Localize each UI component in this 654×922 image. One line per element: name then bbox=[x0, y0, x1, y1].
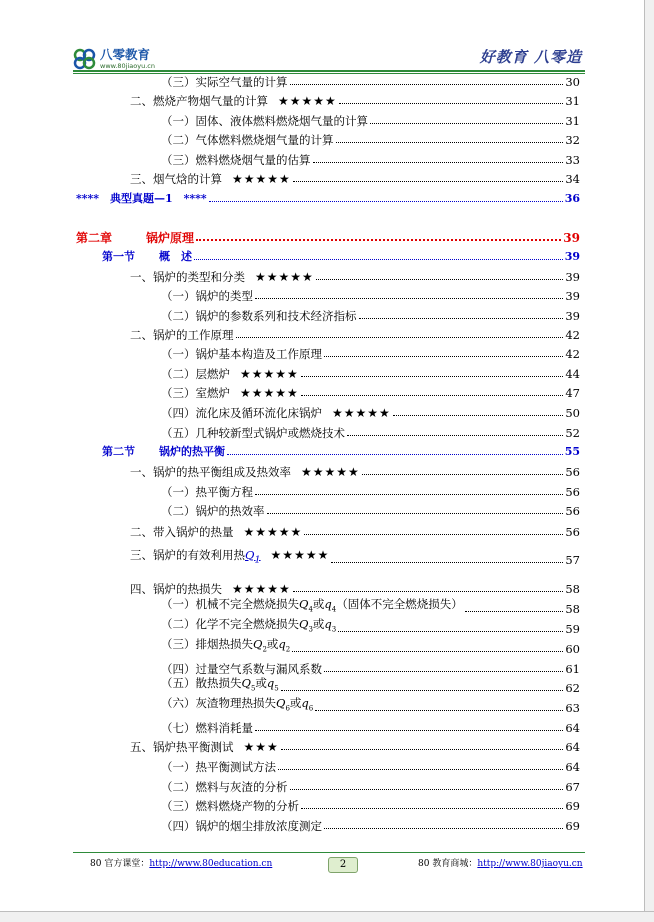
toc-leader bbox=[465, 611, 564, 612]
toc-page-number: 52 bbox=[565, 426, 580, 440]
toc-entry-text: （三）室燃炉 bbox=[161, 386, 230, 400]
footer-rule bbox=[73, 852, 585, 853]
rating-stars-icon: ★★★★★ bbox=[278, 94, 337, 108]
toc-page-number: 56 bbox=[565, 525, 580, 539]
toc-entry-text: （六）灰渣物理热损失 bbox=[161, 695, 276, 710]
page-edge-bottom bbox=[0, 911, 654, 922]
toc-entry-title bbox=[161, 819, 322, 833]
toc-leader bbox=[209, 201, 563, 202]
toc-entry[interactable] bbox=[102, 443, 580, 459]
toc-leader bbox=[315, 710, 563, 711]
toc-leader bbox=[338, 631, 563, 632]
toc-entry-title bbox=[130, 172, 291, 186]
toc-leader bbox=[255, 494, 563, 495]
toc-page-number: 69 bbox=[565, 799, 580, 813]
toc-leader bbox=[301, 395, 564, 396]
footer-right-link[interactable]: http://www.80jiaoyu.cn bbox=[477, 859, 583, 869]
toc-entry[interactable] bbox=[130, 326, 580, 342]
toc-leader bbox=[301, 376, 564, 377]
toc-entry-text: 四、锅炉的热损失 bbox=[130, 582, 222, 596]
toc-leader bbox=[331, 562, 563, 563]
toc-leader bbox=[313, 162, 564, 163]
toc-page-number: 44 bbox=[565, 367, 580, 381]
toc-entry[interactable] bbox=[161, 502, 580, 518]
rating-stars-icon: ★★★★★ bbox=[301, 465, 360, 479]
toc-page-number: 61 bbox=[565, 662, 580, 676]
toc-page-number: 64 bbox=[565, 721, 580, 735]
toc-entry[interactable] bbox=[161, 719, 580, 735]
toc-entry-title bbox=[161, 597, 463, 616]
rating-stars-icon: ★★★★★ bbox=[243, 525, 303, 539]
toc-entry[interactable] bbox=[161, 73, 580, 89]
toc-entry-text: （四）流化床及循环流化床锅炉 bbox=[161, 406, 322, 420]
toc-entry[interactable] bbox=[161, 424, 580, 440]
page-edge-right bbox=[644, 0, 654, 921]
toc-leader bbox=[227, 454, 563, 455]
toc-page-number: 67 bbox=[565, 780, 580, 794]
toc-entry-label: 第一节 bbox=[102, 250, 135, 263]
toc-entry-label: 第二章 bbox=[76, 231, 113, 245]
toc-entry-title bbox=[130, 582, 291, 596]
toc-entry-title bbox=[161, 617, 336, 636]
toc-leader bbox=[324, 828, 563, 829]
toc-entry-title bbox=[130, 740, 279, 754]
toc-entry-title bbox=[102, 445, 225, 459]
toc-entry-symbols: $Q_5$或$q_5$ bbox=[241, 675, 279, 692]
toc-page-number: 39 bbox=[565, 270, 580, 284]
toc-page-number: 39 bbox=[565, 309, 580, 323]
toc-leader bbox=[293, 181, 564, 182]
toc-entry-text: （二）锅炉的参数系列和技术经济指标 bbox=[161, 309, 357, 323]
toc-leader bbox=[290, 789, 564, 790]
toc-entry-text: （二）锅炉的热效率 bbox=[161, 504, 265, 518]
toc-entry[interactable] bbox=[161, 151, 580, 167]
toc-entry-title bbox=[161, 114, 368, 128]
toc-entry-text: （二）化学不完全燃烧损失 bbox=[161, 616, 299, 631]
toc-entry[interactable] bbox=[161, 404, 580, 420]
toc-entry-label: 第二节 bbox=[102, 445, 135, 458]
toc-entry[interactable] bbox=[161, 817, 580, 833]
toc-entry-text: （三）排烟热损失 bbox=[161, 636, 253, 651]
toc-entry-title bbox=[161, 799, 299, 813]
toc-leader bbox=[324, 356, 563, 357]
toc-page-number: 42 bbox=[565, 347, 580, 361]
toc-page-number: 50 bbox=[565, 406, 580, 420]
toc-leader bbox=[255, 730, 563, 731]
toc-entry-text: （一）固体、液体燃料燃烧烟气量的计算 bbox=[161, 114, 368, 128]
toc-leader bbox=[370, 123, 563, 124]
toc-entry-title bbox=[161, 386, 299, 400]
toc-leader bbox=[194, 259, 563, 260]
toc-entry-text: （四）过量空气系数与漏风系数 bbox=[161, 662, 322, 676]
toc-entry-text: 二、锅炉的工作原理 bbox=[130, 328, 234, 342]
toc-page-number: 69 bbox=[565, 819, 580, 833]
toc-entry[interactable] bbox=[161, 758, 580, 774]
toc-entry-symbols: $Q_4$或$q_4$（固体不完全燃烧损失） bbox=[299, 596, 463, 613]
rating-stars-icon: ★★★★★ bbox=[332, 406, 391, 420]
toc-entry[interactable] bbox=[161, 778, 580, 794]
toc-entry-text: （二）层燃炉 bbox=[161, 367, 230, 381]
toc-entry-text: 锅炉的热平衡 bbox=[159, 445, 225, 458]
toc-entry[interactable] bbox=[161, 797, 580, 813]
toc-entry-text: （四）锅炉的烟尘排放浓度测定 bbox=[161, 819, 322, 833]
toc-entry-title bbox=[102, 250, 192, 264]
toc-entry-title bbox=[76, 231, 194, 245]
toc-page-number: 31 bbox=[565, 114, 580, 128]
toc-entry-text: （五）几种较新型式锅炉或燃烧技术 bbox=[161, 426, 345, 440]
toc-page-number: 36 bbox=[564, 192, 580, 205]
toc-entry[interactable] bbox=[76, 229, 580, 245]
toc-leader bbox=[316, 279, 564, 280]
toc-entry-title bbox=[161, 75, 288, 89]
toc-entry-title bbox=[161, 367, 299, 381]
toc-page-number: 39 bbox=[564, 250, 580, 263]
toc-entry-title bbox=[161, 426, 345, 440]
toc-entry[interactable] bbox=[130, 170, 580, 186]
toc-page-number: 56 bbox=[565, 504, 580, 518]
toc-page-number: 47 bbox=[565, 386, 580, 400]
toc-entry-title bbox=[161, 289, 253, 303]
toc-page-number: 62 bbox=[565, 681, 580, 695]
toc-entry-text: 一、锅炉的热平衡组成及热效率 bbox=[130, 465, 291, 479]
footer-left-label: 80 官方课堂： bbox=[90, 859, 150, 869]
toc-page-number: 57 bbox=[565, 553, 580, 567]
toc-entry-title bbox=[161, 133, 334, 147]
toc-entry-title bbox=[161, 153, 311, 167]
toc-entry-title bbox=[161, 676, 279, 695]
toc-entry-text: （一）锅炉基本构造及工作原理 bbox=[161, 347, 322, 361]
toc-entry[interactable] bbox=[161, 675, 580, 695]
toc-entry[interactable] bbox=[161, 112, 580, 128]
toc-entry[interactable] bbox=[161, 131, 580, 147]
rating-stars-icon: ★★★★★ bbox=[232, 172, 291, 186]
toc-entry-title bbox=[130, 525, 302, 539]
toc-page-number: 34 bbox=[565, 172, 580, 186]
toc-entry-text: 五、锅炉热平衡测试 bbox=[130, 740, 234, 754]
rating-stars-icon: ★★★★★ bbox=[240, 367, 299, 381]
toc-leader bbox=[290, 84, 564, 85]
toc-entry-symbols: $Q_2$或$q_2$ bbox=[253, 636, 291, 653]
page-number: 2 bbox=[328, 857, 358, 873]
toc-entry[interactable] bbox=[161, 616, 580, 636]
toc-leader bbox=[267, 513, 564, 514]
toc-leader bbox=[281, 749, 564, 750]
toc-entry-symbols: $Q_6$或$q_6$ bbox=[276, 695, 314, 712]
toc-entry-title bbox=[161, 309, 357, 323]
toc-entry-title bbox=[161, 760, 276, 774]
toc-page-number: 60 bbox=[565, 642, 580, 656]
toc-entry-title bbox=[161, 696, 313, 715]
toc-entry[interactable] bbox=[130, 463, 580, 479]
toc-entry-text: （一）锅炉的类型 bbox=[161, 289, 253, 303]
toc-page-number: 59 bbox=[565, 622, 580, 636]
toc-entry[interactable] bbox=[161, 365, 580, 381]
logo-name: 八零教育 bbox=[100, 47, 151, 62]
toc-leader bbox=[359, 318, 564, 319]
toc-page-number: 64 bbox=[565, 760, 580, 774]
toc-entry[interactable] bbox=[161, 660, 580, 676]
toc-entry-text: （一）热平衡方程 bbox=[161, 485, 253, 499]
toc-page-number: 32 bbox=[565, 133, 580, 147]
toc-entry-title bbox=[161, 637, 290, 656]
toc-leader bbox=[281, 690, 564, 691]
toc-entry[interactable] bbox=[161, 384, 580, 400]
toc-entry-title bbox=[130, 94, 337, 108]
toc-leader bbox=[339, 103, 564, 104]
rating-stars-icon: ★★★ bbox=[243, 740, 279, 754]
toc-entry-symbol: $Q_1$ bbox=[245, 547, 261, 565]
toc-entry-title bbox=[161, 504, 265, 518]
toc-entry[interactable] bbox=[130, 268, 580, 284]
toc-entry-symbols: $Q_3$或$q_3$ bbox=[299, 616, 337, 633]
toc-entry[interactable] bbox=[130, 547, 580, 567]
toc-page-number: 56 bbox=[565, 485, 580, 499]
toc-entry-text: （二）气体燃料燃烧烟气量的计算 bbox=[161, 133, 334, 147]
toc-entry-text: 一、锅炉的类型和分类 bbox=[130, 270, 245, 284]
toc-leader bbox=[393, 415, 564, 416]
toc-page-number: 63 bbox=[565, 701, 580, 715]
toc-page-number: 33 bbox=[565, 153, 580, 167]
toc-entry[interactable] bbox=[130, 523, 580, 539]
toc-entry-title bbox=[161, 485, 253, 499]
toc-leader bbox=[347, 435, 563, 436]
toc-leader bbox=[336, 142, 564, 143]
toc-leader bbox=[304, 534, 563, 535]
rating-stars-icon: ★★★★★ bbox=[255, 270, 314, 284]
toc-page-number: 30 bbox=[565, 75, 580, 89]
footer-right bbox=[418, 857, 583, 871]
toc-entry[interactable] bbox=[161, 483, 580, 499]
toc-entry-text: （三）燃料燃烧产物的分析 bbox=[161, 799, 299, 813]
toc-entry[interactable] bbox=[161, 287, 580, 303]
footer-right-label: 80 教育商城： bbox=[418, 859, 478, 869]
toc-entry[interactable] bbox=[130, 738, 580, 754]
toc-entry-text: 三、锅炉的有效利用热 bbox=[130, 547, 245, 562]
toc-entry[interactable] bbox=[102, 248, 580, 264]
toc-entry-text: （一）热平衡测试方法 bbox=[161, 760, 276, 774]
toc-entry-text: （五）散热损失 bbox=[161, 675, 242, 690]
toc-entry-title bbox=[130, 328, 234, 342]
toc-entry-title bbox=[161, 406, 391, 420]
footer-left bbox=[90, 857, 272, 871]
logo-url: www.80jiaoyu.cn bbox=[100, 62, 155, 70]
toc-page-number: 56 bbox=[565, 465, 580, 479]
toc-entry[interactable] bbox=[161, 307, 580, 323]
toc-entry-text: 二、带入锅炉的热量 bbox=[130, 525, 234, 539]
toc-entry-text: **** 典型真题—1 **** bbox=[76, 192, 207, 205]
toc-entry-text: 二、燃烧产物烟气量的计算 bbox=[130, 94, 268, 108]
toc-entry[interactable] bbox=[130, 92, 580, 108]
toc-leader bbox=[278, 769, 563, 770]
footer-left-link[interactable]: http://www.80education.cn bbox=[149, 859, 273, 869]
toc-leader bbox=[324, 671, 563, 672]
toc-page-number: 42 bbox=[565, 328, 580, 342]
toc-entry-text: （七）燃料消耗量 bbox=[161, 721, 253, 735]
toc-leader bbox=[301, 808, 563, 809]
toc-entry-title bbox=[130, 465, 360, 479]
toc-leader bbox=[362, 474, 564, 475]
toc-entry-title bbox=[161, 721, 253, 735]
toc-entry-text: 三、烟气焓的计算 bbox=[130, 172, 222, 186]
toc-page-number: 55 bbox=[564, 445, 580, 458]
toc-entry-text: （二）燃料与灰渣的分析 bbox=[161, 780, 288, 794]
toc-entry-text: （一）机械不完全燃烧损失 bbox=[161, 596, 299, 611]
toc-leader bbox=[255, 298, 563, 299]
toc-entry[interactable] bbox=[130, 580, 580, 596]
toc-entry[interactable] bbox=[161, 695, 580, 715]
toc-entry-title bbox=[76, 192, 207, 206]
toc-entry[interactable] bbox=[161, 596, 580, 616]
toc-entry[interactable] bbox=[161, 345, 580, 361]
toc-page-number: 39 bbox=[565, 289, 580, 303]
rating-stars-icon: ★★★★★ bbox=[270, 547, 330, 562]
toc-leader bbox=[293, 591, 564, 592]
toc-entry[interactable] bbox=[161, 636, 580, 656]
toc-page-number: 58 bbox=[565, 602, 580, 616]
toc-entry-title bbox=[130, 270, 314, 284]
toc-page-number: 58 bbox=[565, 582, 580, 596]
toc-entry-title bbox=[161, 347, 322, 361]
slogan: 好教育 八零造 bbox=[479, 48, 582, 66]
toc-entry-text: （三）实际空气量的计算 bbox=[161, 75, 288, 89]
toc-entry[interactable] bbox=[76, 190, 580, 206]
toc-entry-title bbox=[161, 780, 288, 794]
toc-page-number: 39 bbox=[563, 231, 580, 245]
toc-entry-text: （三）燃料燃烧烟气量的估算 bbox=[161, 153, 311, 167]
rating-stars-icon: ★★★★★ bbox=[232, 582, 291, 596]
toc-leader bbox=[292, 651, 563, 652]
toc-entry-title bbox=[130, 548, 329, 567]
toc-entry-text: 概 述 bbox=[159, 250, 192, 263]
toc-page-number: 31 bbox=[565, 94, 580, 108]
rating-stars-icon: ★★★★★ bbox=[240, 386, 299, 400]
toc-leader bbox=[196, 239, 561, 241]
toc-page-number: 64 bbox=[565, 740, 580, 754]
toc-leader bbox=[236, 337, 564, 338]
toc-entry-title bbox=[161, 662, 322, 676]
toc-entry-text: 锅炉原理 bbox=[146, 231, 195, 245]
